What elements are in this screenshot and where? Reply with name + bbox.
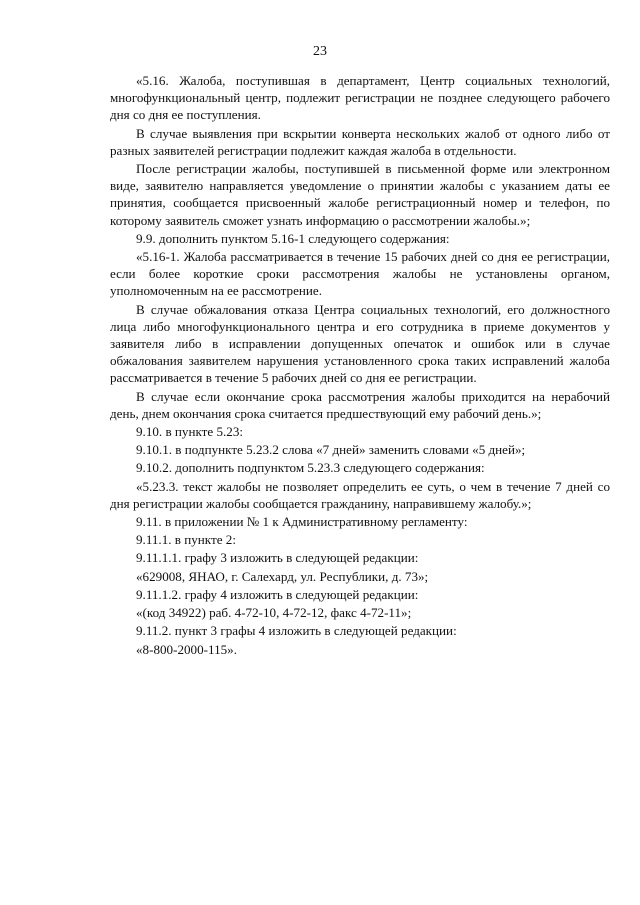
paragraph-9-10-1: 9.10.1. в подпункте 5.23.2 слова «7 дней» заменить словами «5 дней»;	[136, 442, 526, 458]
paragraph-registration-notice: После регистрации жалобы, поступившей в письменной форме или электронном виде, заявителю направляется уведомление о принятии жалобы с указанием даты ее принятия, сообщается присвоенный жалобе регистрационный номер и телефон, по которому заявитель сможет узнать информацию о рассмотрении жалобы.»;	[110, 161, 610, 228]
paragraph-9-10: 9.10. в пункте 5.23:	[136, 424, 244, 440]
paragraph-5-16-1: «5.16-1. Жалоба рассматривается в течение 15 рабочих дней со дня ее регистрации, если более короткие сроки рассмотрения жалобы не установлены органом, уполномоченным на ее рассмотрение.	[110, 249, 610, 299]
paragraph-9-10-2: 9.10.2. дополнить подпунктом 5.23.3 следующего содержания:	[136, 460, 485, 476]
paragraph-multiple-complaints: В случае выявления при вскрытии конверта нескольких жалоб от одного либо от разных заявителей регистрации подлежит каждая жалоба в отдельности.	[110, 125, 610, 158]
paragraph-5-16: «5.16. Жалоба, поступившая в департамент, Центр социальных технологий, многофункциональный центр, подлежит регистрации не позднее следующего рабочего дня со дня ее поступления.	[110, 73, 610, 123]
paragraph-9-11-1-2: 9.11.1.2. графу 4 изложить в следующей редакции:	[136, 586, 419, 602]
paragraph-9-9: 9.9. дополнить пунктом 5.16-1 следующего содержания:	[136, 230, 450, 246]
page-number: 23	[313, 44, 327, 59]
paragraph-address: «629008, ЯНАО, г. Салехард, ул. Республики, д. 73»;	[136, 568, 429, 584]
paragraph-hotline: «8-800-2000-115».	[136, 641, 237, 657]
paragraph-9-11: 9.11. в приложении № 1 к Административному регламенту:	[136, 514, 468, 530]
paragraph-phone-numbers: «(код 34922) раб. 4-72-10, 4-72-12, факс 4-72-11»;	[136, 605, 412, 621]
document-body	[110, 72, 610, 659]
paragraph-9-11-2: 9.11.2. пункт 3 графы 4 изложить в следующей редакции:	[136, 623, 457, 639]
paragraph-refusal-appeal: В случае обжалования отказа Центра социальных технологий, его должностного лица либо многофункционального центра и его сотрудника в приеме документов у заявителя либо в исправлении допущенных опечаток и ошибок или в случае обжалования заявителем нарушения установленного срока таких исправлений жалоба рассматривается в течение 5 рабочих дней со дня ее регистрации.	[110, 301, 610, 386]
paragraph-5-23-3: «5.23.3. текст жалобы не позволяет определить ее суть, о чем в течение 7 дней со дня регистрации жалобы сообщается гражданину, направившему жалобу.»;	[110, 478, 610, 511]
paragraph-9-11-1-1: 9.11.1.1. графу 3 изложить в следующей редакции:	[136, 550, 419, 566]
paragraph-non-working-day: В случае если окончание срока рассмотрения жалобы приходится на нерабочий день, днем окончания срока считается предшествующий ему рабочий день.»;	[110, 388, 610, 421]
paragraph-9-11-1: 9.11.1. в пункте 2:	[136, 532, 236, 548]
